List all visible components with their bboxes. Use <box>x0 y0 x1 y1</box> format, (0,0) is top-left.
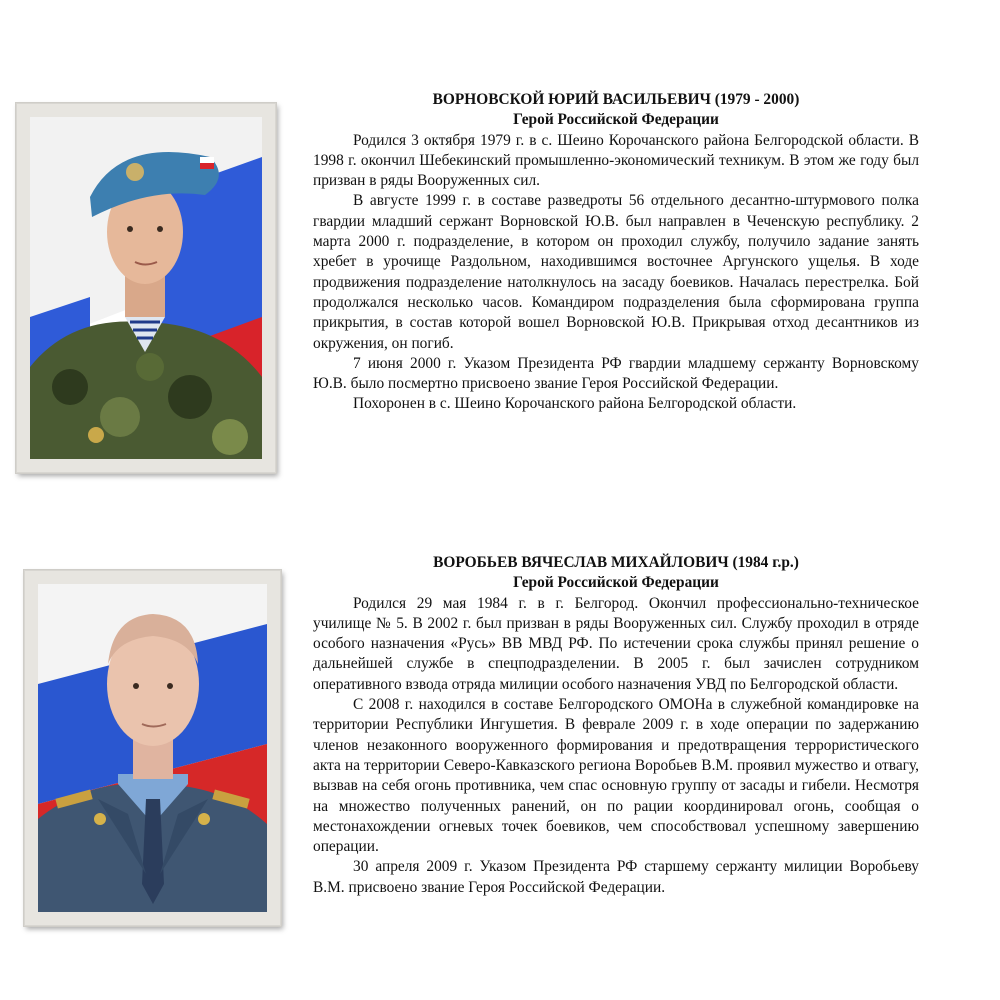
portrait-photo-1 <box>30 117 262 459</box>
hero-title-2: Герой Российской Федерации <box>513 574 719 592</box>
portrait-photo-2 <box>38 584 267 912</box>
hero-paragraph: Похоронен в с. Шеино Корочанского района Белгородской области. <box>353 395 797 413</box>
hero-paragraph: Родился 29 мая 1984 г. в г. Белгород. Окончил профессионально-техническое училище № 5. В 2002 г. был призван в ряды Вооруженных сил. Службу проходил в отряде особого назначения «Русь» ВВ МВД РФ. По истечении срока службы принял решение о дальнейшей службе в спецподразделении. В 2005 г. был зачислен сотрудником оперативного взвода отряда милиции особого назначения УВД по Белгородской области. <box>313 594 919 693</box>
portrait-frame-2 <box>24 570 281 926</box>
hero-paragraph: 30 апреля 2009 г. Указом Президента РФ старшему сержанту милиции Воробьеву В.М. присвоено звание Героя Российской Федерации. <box>313 858 919 896</box>
hero-paragraph: 7 июня 2000 г. Указом Президента РФ гвардии младшему сержанту Ворновскому Ю.В. было посмертно присвоено звание Героя Российской Федерации. <box>313 354 919 393</box>
hero-bio-1 <box>313 90 919 415</box>
hero-title-1: Герой Российской Федерации <box>513 111 719 129</box>
hero-name-2: ВОРОБЬЕВ ВЯЧЕСЛАВ МИХАЙЛОВИЧ (1984 г.р.) <box>433 554 799 571</box>
hero-paragraph: С 2008 г. находился в составе Белгородского ОМОНа в служебной командировке на территории Республики Ингушетия. В феврале 2009 г. в ходе операции по задержанию членов незаконного вооруженного формирования и предотвращения террористического акта на территории Северо-Кавказского региона Воробьев В.М. проявил мужество и отвагу, вызвав на себя огонь противника, чем спас основную группу от засады и гибели. Несмотря на множество полученных ранений, он по рации координировал огонь, сообщая о местонахождении огневых точек боевиков, чем способствовал успешному завершению операции. <box>313 696 919 856</box>
portrait-frame-1 <box>16 103 276 473</box>
hero-name-1: ВОРНОВСКОЙ ЮРИЙ ВАСИЛЬЕВИЧ (1979 - 2000) <box>432 91 800 108</box>
hero-paragraph: Родился 3 октября 1979 г. в с. Шеино Корочанского района Белгородской области. В 1998 г. окончил Шебекинский промышленно-экономический техникум. В этом же году был призван в ряды Вооруженных сил. <box>313 131 919 190</box>
hero-paragraph: В августе 1999 г. в составе разведроты 56 отдельного десантно-штурмового полка гвардии младший сержант Ворновской Ю.В. был направлен в Чеченскую республику. 2 марта 2000 г. подразделение, в котором он проходил службу, получило задание занять хребет в урочище Раздольном, находившимся восточнее Аргунского ущелья. В ходе продвижения подразделение натолкнулось на засаду боевиков. Началась перестрелка. Бой продолжался несколько часов. Командиром подразделения была сформирована группа прикрытия, в состав которой вошел Ворновской Ю.В. Прикрывая отход десантников из окружения, он погиб. <box>313 192 919 352</box>
hero-bio-2 <box>313 553 919 898</box>
